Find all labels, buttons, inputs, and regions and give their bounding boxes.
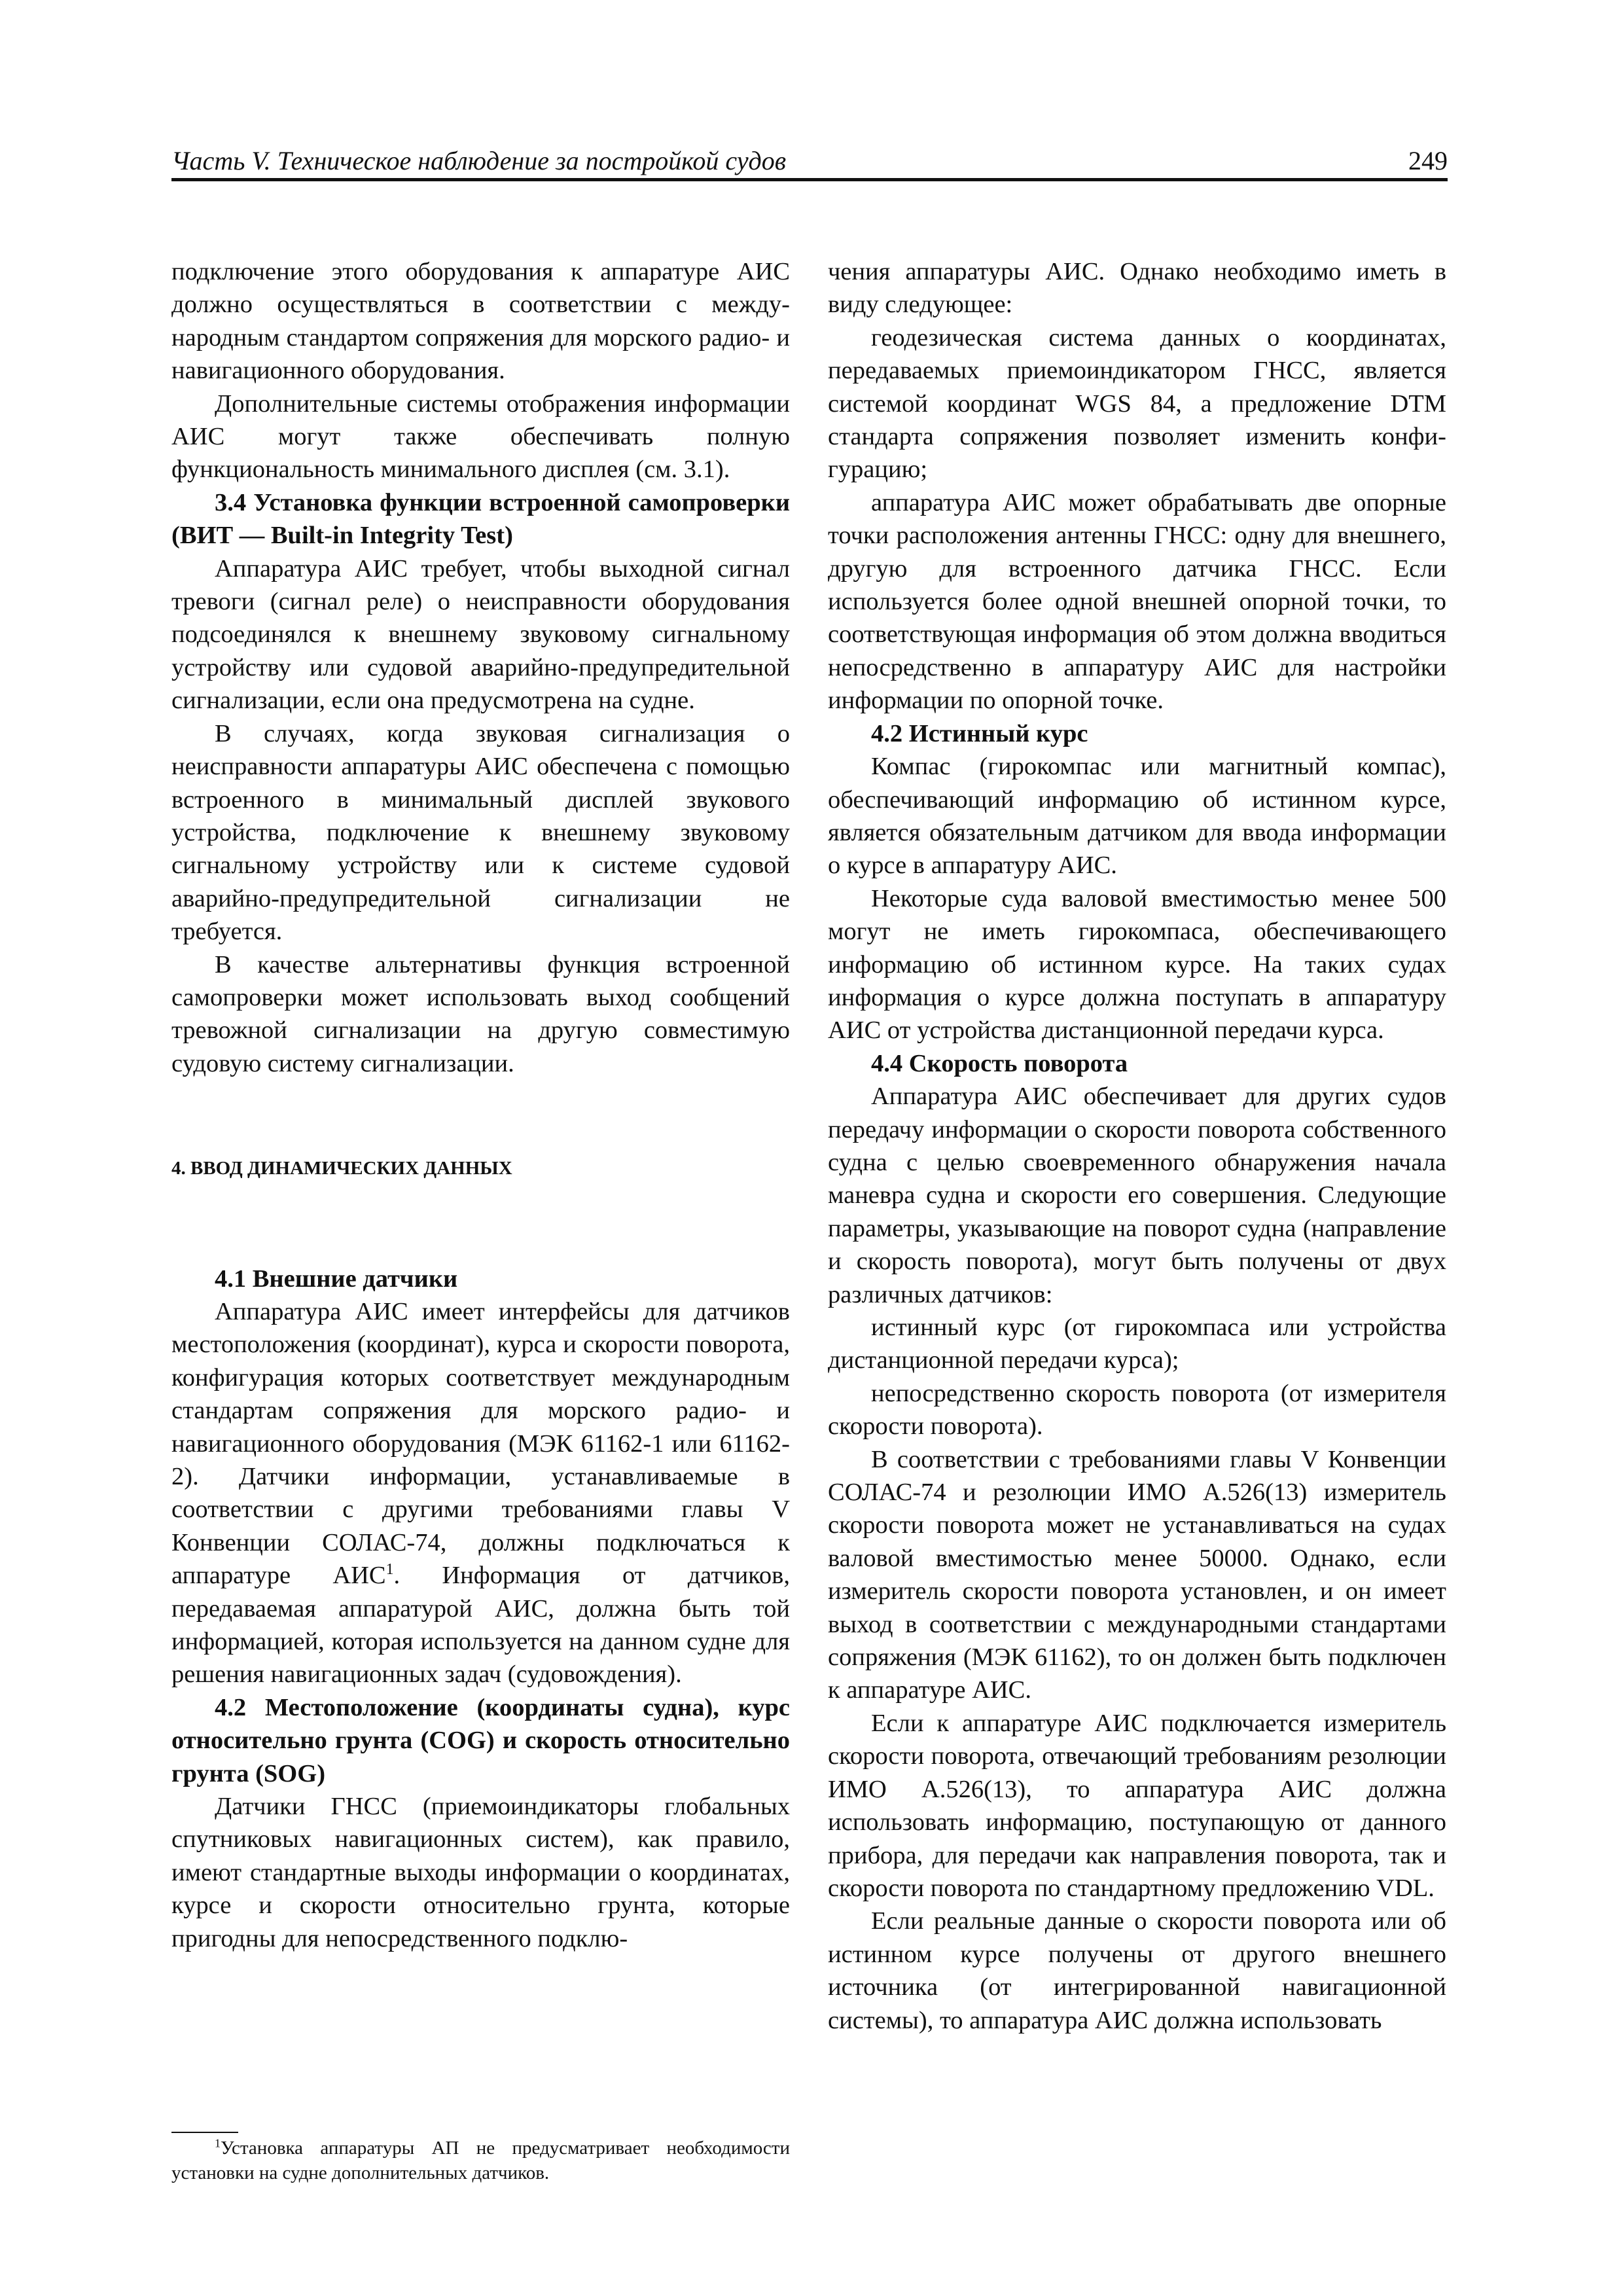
footnote-marker: 1 <box>215 2136 221 2150</box>
header-rule <box>171 178 1448 181</box>
text-run: Аппаратура АИС имеет интерфейсы для датчиков местоположения (координат), курса и скорости поворота, конфигурация которых соответствует международным стандартам сопряжения для морского радио- и навигационного оборудования (МЭК 61162-1 или 61162-2). Датчики информации, устанавливаемые в соответствии с другими требованиями главы V Конвенции СОЛАС-74, должны подключаться к аппаратуре АИС <box>171 1297 790 1590</box>
footnote-rule <box>171 2132 238 2133</box>
paragraph: В качестве альтернативы функция встроенной самопроверки может использовать выход сообщений тревожной сигнализации на другую совместимую судовую систему сигнализации. <box>171 950 790 1077</box>
page-number: 249 <box>1408 146 1448 175</box>
text-run: . Информация от датчиков, передаваемая аппаратурой АИС, должна быть той информацией, которая используется на данном судне для решения навигационных задач (судовождения). <box>171 1562 790 1689</box>
paragraph: В случаях, когда звуковая сигнализация о неисправности аппаратуры АИС обеспечена с помощью встроенного в минимальный дисплей звукового устройства, подключение к внешнему звуковому сигнальному устройству или к системе судовой аварийно-предупредительной сигнализации не требуется. <box>171 719 790 946</box>
paragraph: В соответствии с требованиями главы V Конвенции СОЛАС-74 и резолюции ИМО А.526(13) измеритель скорости поворота может не устанавливаться на судах валовой вместимостью менее 50000. Однако, если измеритель скорости поворота установлен, и он имеет выход в соответствии с международными стандартами сопряжения (МЭК 61162), то он должен быть подключен к аппаратуре АИС. <box>828 1445 1446 1704</box>
paragraph: Некоторые суда валовой вместимостью менее 500 могут не иметь гирокомпаса, обеспечивающего информацию об истинном курсе. На таких судах информация о курсе должна поступать в аппаратуру АИС от устройства дистанционной передачи курса. <box>828 884 1446 1045</box>
paragraph: Если реальные данные о скорости поворота или об истинном курсе получены от другого внешнего источника (от интегрированной навигационной системы), то аппаратура АИС должна использовать <box>828 1907 1446 2034</box>
running-header <box>171 143 1448 181</box>
right-column <box>828 255 1446 2037</box>
heading-4-2-true-course: 4.2 Истинный курс <box>871 719 1088 747</box>
paragraph: Аппаратура АИС обеспечивает для других судов передачу информации о скорости поворота собственного судна с целью своевременного обнаружения начала маневра судна и скорости его совершения. Следующие параметры, указывающие на поворот судна (направление и скорость поворота), могут быть получены от двух различных датчиков: <box>828 1083 1446 1308</box>
spacer <box>171 1080 790 1152</box>
heading-4-1: 4.1 Внешние датчики <box>215 1265 458 1293</box>
footnote <box>171 2136 790 2185</box>
heading-3-4: 3.4 Установка функции встроенной самопроверки (ВИТ — Built-in Integrity Test) <box>171 488 790 550</box>
footnote-text: Установка аппаратуры АП не предусматривает необходимости установки на судне дополнительных датчиков. <box>171 2138 790 2183</box>
header-title: Часть V. Техническое наблюдение за постройкой судов <box>171 146 787 175</box>
paragraph: истинный курс (от гирокомпаса или устройства дистанционной передачи курса); <box>828 1314 1446 1374</box>
paragraph: чения аппаратуры АИС. Однако необходимо иметь в виду следующее: <box>828 258 1446 319</box>
heading-4-2: 4.2 Местоположение (координаты судна), курс относительно грунта (COG) и скорость относительно грунта (SOG) <box>171 1693 790 1787</box>
paragraph: Аппаратура АИС требует, чтобы выходной сигнал тревоги (сигнал реле) о неисправности оборудования подсоединялся к внешнему звуковому сигнальному устройству или судовой аварийно-предупредительной сигнализации, если она предусмотрена на судне. <box>171 554 790 715</box>
section-title: 4. ВВОД ДИНАМИЧЕСКИХ ДАННЫХ <box>171 1158 512 1179</box>
paragraph: геодезическая система данных о координатах, передаваемых приемоиндикатором ГНСС, является системой координат WGS 84, а предложение DTM стандарта сопряжения позволяет изменить конфигурацию; <box>828 323 1446 484</box>
paragraph: аппаратура АИС может обрабатывать две опорные точки расположения антенны ГНСС: одну для внешнего, другую для встроенного датчика ГНСС. Если используется более одной внешней опорной точки, то соответствующая информация об этом должна вводиться непосредственно в аппаратуру АИС для настройки информации по опорной точке. <box>828 488 1446 715</box>
left-column <box>171 255 790 1955</box>
paragraph <box>171 1295 790 1691</box>
paragraph: Датчики ГНСС (приемоиндикаторы глобальных спутниковых навигационных систем), как правило, имеют стандартные выходы информации о координатах, курсе и скорости относительно грунта, которые пригодны для непосредственного подклю- <box>171 1793 790 1952</box>
paragraph: Компас (гирокомпас или магнитный компас), обеспечивающий информацию об истинном курсе, является обязательным датчиком для ввода информации о курсе в аппаратуру АИС. <box>828 753 1446 880</box>
paragraph: Дополнительные системы отображения информации АИС могут также обеспечивать полную функциональность минимального дисплея (см. 3.1). <box>171 389 790 484</box>
footnote-ref: 1 <box>385 1561 394 1579</box>
spacer <box>171 1185 790 1263</box>
paragraph: непосредственно скорость поворота (от измерителя скорости поворота). <box>828 1379 1446 1441</box>
paragraph: подключение этого оборудования к аппаратуре АИС должно осуществляться в соответствии с международным стандартом сопряжения для морского радио- и навигационного оборудования. <box>171 258 790 385</box>
paragraph: Если к аппаратуре АИС подключается измеритель скорости поворота, отвечающий требованиям резолюции ИМО А.526(13), то аппаратура АИС должна использовать информацию, поступающую от данного прибора, для передачи как направления поворота, так и скорости поворота по стандартному предложению VDL. <box>828 1709 1446 1902</box>
heading-4-4: 4.4 Скорость поворота <box>871 1049 1128 1077</box>
